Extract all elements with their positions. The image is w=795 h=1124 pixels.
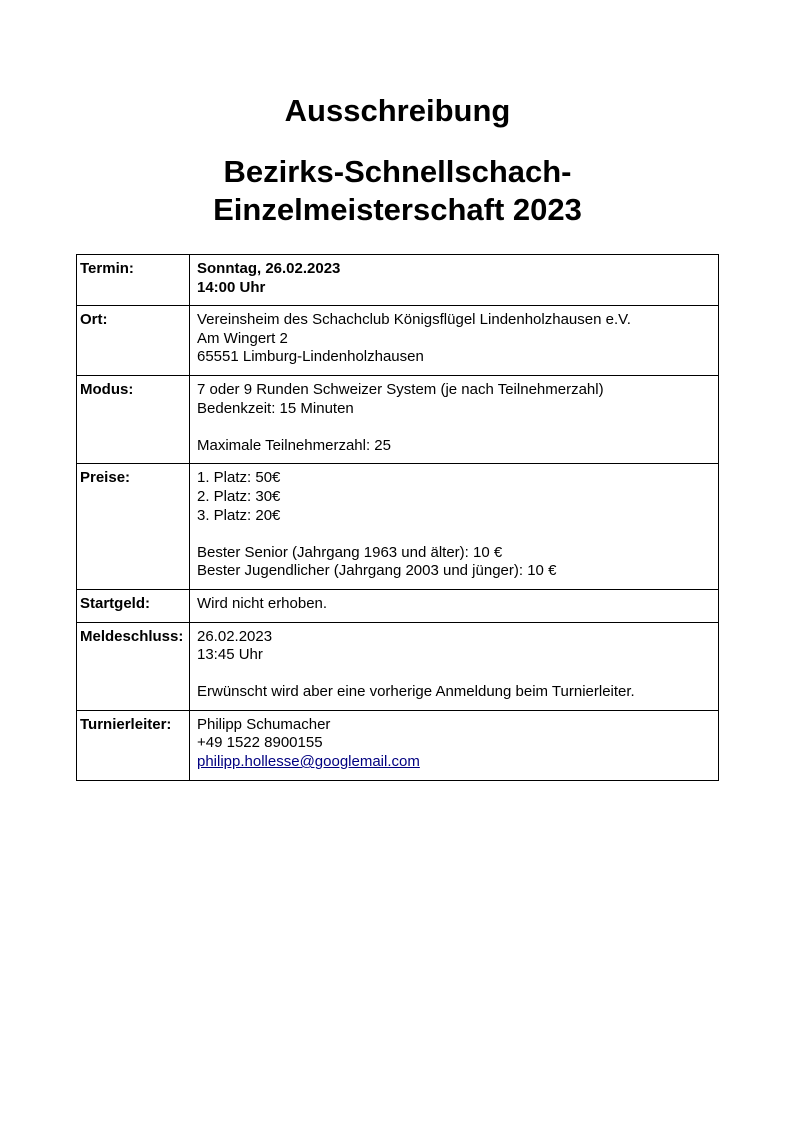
termin-date: Sonntag, 26.02.2023 bbox=[197, 260, 341, 277]
row-turnierleiter bbox=[77, 710, 719, 780]
meldeschluss-date: 26.02.2023 bbox=[197, 627, 273, 645]
startgeld-label: Startgeld: bbox=[77, 589, 190, 622]
subtitle-line-1: Bezirks-Schnellschach- bbox=[223, 154, 572, 189]
turnierleiter-value bbox=[190, 710, 719, 780]
prize-second: 2. Platz: 30€ bbox=[197, 487, 281, 505]
page-title: Ausschreibung bbox=[284, 93, 511, 128]
modus-spacer bbox=[197, 418, 714, 437]
meldeschluss-label: Meldeschluss: bbox=[77, 622, 190, 710]
preise-value bbox=[190, 464, 719, 590]
tournament-info-table bbox=[76, 254, 719, 781]
turnierleiter-phone: +49 1522 8900155 bbox=[197, 734, 323, 752]
termin-label: Termin: bbox=[77, 255, 190, 306]
termin-time: 14:00 Uhr bbox=[197, 278, 266, 296]
subtitle-line-2: Einzelmeisterschaft 2023 bbox=[213, 192, 582, 227]
modus-rounds: 7 oder 9 Runden Schweizer System (je nach Teilnehmerzahl) bbox=[197, 380, 604, 398]
meldeschluss-spacer bbox=[197, 665, 714, 684]
prize-spacer bbox=[197, 525, 714, 544]
modus-max-participants: Maximale Teilnehmerzahl: 25 bbox=[197, 436, 391, 454]
modus-label: Modus: bbox=[77, 375, 190, 463]
turnierleiter-email-link[interactable]: philipp.hollesse@googlemail.com bbox=[197, 753, 420, 771]
meldeschluss-value bbox=[190, 622, 719, 710]
preise-label: Preise: bbox=[77, 464, 190, 590]
turnierleiter-name: Philipp Schumacher bbox=[197, 715, 331, 733]
meldeschluss-note: Erwünscht wird aber eine vorherige Anmeldung beim Turnierleiter. bbox=[197, 683, 635, 701]
row-startgeld bbox=[77, 589, 719, 622]
meldeschluss-time: 13:45 Uhr bbox=[197, 646, 263, 664]
prize-best-senior: Bester Senior (Jahrgang 1963 und älter): 10 € bbox=[197, 543, 503, 561]
page-subtitle bbox=[0, 153, 795, 229]
termin-value bbox=[190, 255, 719, 306]
modus-time-control: Bedenkzeit: 15 Minuten bbox=[197, 399, 354, 417]
ort-city: 65551 Limburg-Lindenholzhausen bbox=[197, 348, 424, 366]
ort-value bbox=[190, 306, 719, 376]
row-preise bbox=[77, 464, 719, 590]
ort-venue: Vereinsheim des Schachclub Königsflügel Lindenholzhausen e.V. bbox=[197, 311, 631, 329]
prize-first: 1. Platz: 50€ bbox=[197, 469, 281, 487]
row-termin bbox=[77, 255, 719, 306]
prize-best-youth: Bester Jugendlicher (Jahrgang 2003 und jünger): 10 € bbox=[197, 562, 557, 580]
ort-label: Ort: bbox=[77, 306, 190, 376]
turnierleiter-email-line bbox=[197, 753, 714, 772]
row-meldeschluss bbox=[77, 622, 719, 710]
startgeld-text: Wird nicht erhoben. bbox=[197, 594, 328, 612]
modus-value bbox=[190, 375, 719, 463]
row-ort bbox=[77, 306, 719, 376]
row-modus bbox=[77, 375, 719, 463]
prize-third: 3. Platz: 20€ bbox=[197, 506, 281, 524]
ort-street: Am Wingert 2 bbox=[197, 329, 288, 347]
turnierleiter-label: Turnierleiter: bbox=[77, 710, 190, 780]
startgeld-value bbox=[190, 589, 719, 622]
